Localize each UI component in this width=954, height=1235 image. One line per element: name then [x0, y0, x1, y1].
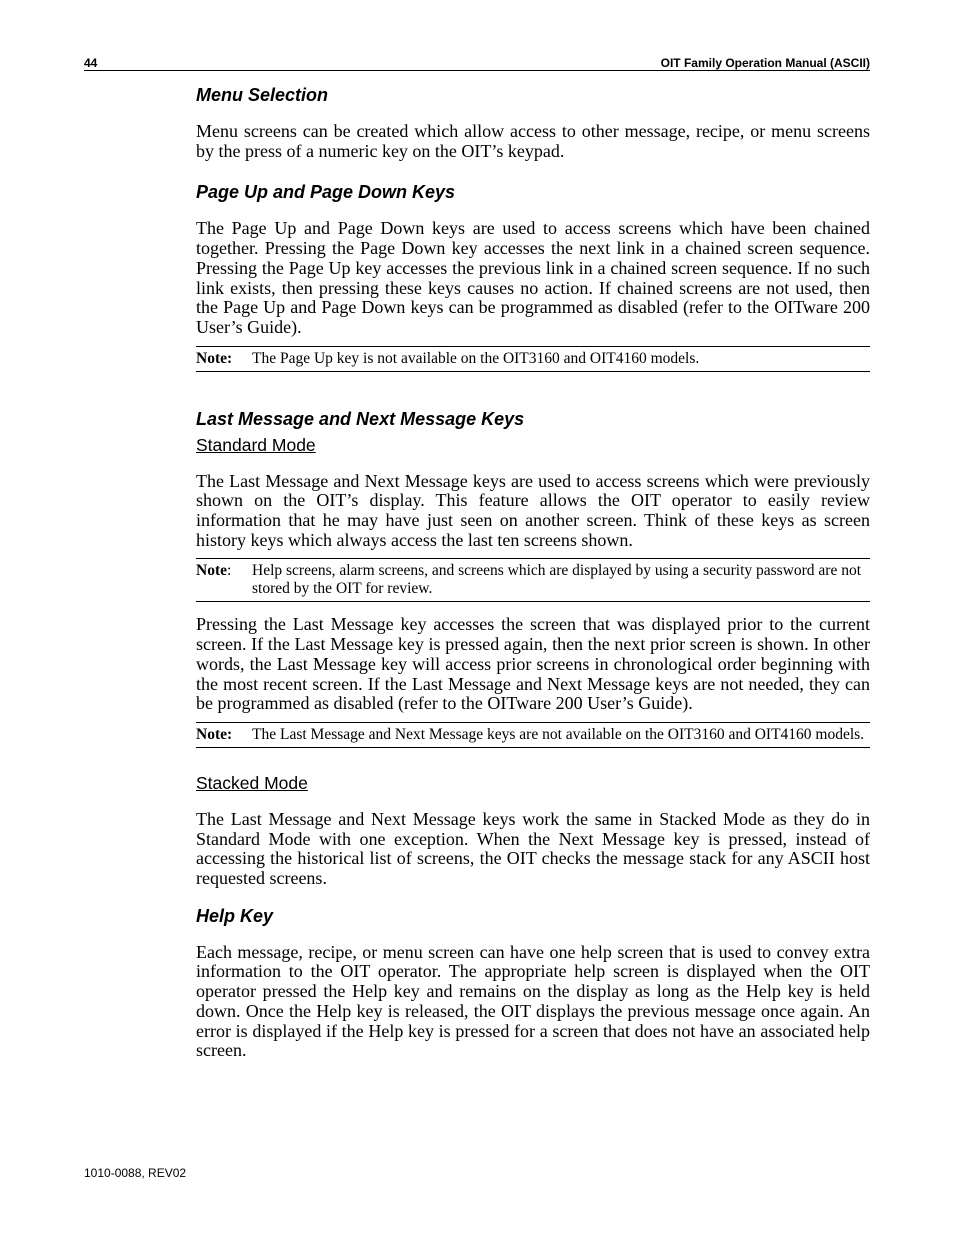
footer-doc-id: 1010-0088, REV02	[84, 1166, 187, 1180]
note-label: Note:	[196, 349, 233, 367]
header-rule	[84, 70, 870, 71]
paragraph-page-up-down: The Page Up and Page Down keys are used to access screens which have been chained together. Pressing the Page Down key accesses the next link in a chained screen sequence. Pressing the Page Up key accesses the previous link in a chained screen sequence. If no such link exists, then pressing these keys causes no action. If chained screens are not used, then the Page Up and Page Down keys can be programmed as disabled (refer to the OITware 200 User’s Guide).	[196, 218, 870, 337]
note-label-colon: :	[227, 562, 232, 580]
note-text: The Page Up key is not available on the OIT3160 and OIT4160 models.	[252, 349, 700, 367]
page-content	[196, 84, 870, 1061]
heading-page-up-down: Page Up and Page Down Keys	[196, 182, 456, 203]
paragraph-standard-mode: The Last Message and Next Message keys are used to access screens which were previously shown on the OIT’s display. This feature allows the OIT operator to easily review information that he may have just seen on another screen. Think of these keys as screen history keys which always access the last ten screens shown.	[196, 470, 870, 550]
subheading-standard-mode: Standard Mode	[196, 434, 316, 455]
paragraph-menu-selection: Menu screens can be created which allow access to other message, recipe, or menu screens by the press of a numeric key on the OIT’s keypad.	[196, 121, 870, 161]
note-label: Note:	[196, 725, 233, 743]
subheading-stacked-mode: Stacked Mode	[196, 772, 308, 793]
page-number: 44	[84, 56, 98, 70]
note-label-word: Note	[196, 562, 227, 580]
heading-menu-selection: Menu Selection	[196, 85, 329, 105]
note-help-screens	[196, 558, 870, 602]
manual-title: OIT Family Operation Manual (ASCII)	[660, 56, 870, 70]
paragraph-stacked-mode: The Last Message and Next Message keys work the same in Stacked Mode as they do in Standard Mode with one exception. When the Next Message key is pressed, instead of accessing the historical list of screens, the OIT checks the message stack for any ASCII host requested screens.	[196, 808, 870, 889]
paragraph-help-key: Each message, recipe, or menu screen can have one help screen that is used to convey extra information to the OIT operator. The appropriate help screen is displayed when the OIT operator pressed the Help key and remains on the display as long as the Help key is held down. Once the Help key is released, the OIT displays the previous message once again. An error is displayed if the Help key is pressed for a screen that does not have an associated help screen.	[196, 941, 870, 1061]
note-last-next-availability	[196, 722, 870, 748]
heading-help-key: Help Key	[196, 905, 274, 926]
heading-last-next-message: Last Message and Next Message Keys	[196, 408, 525, 429]
note-label	[196, 562, 252, 598]
note-text: The Last Message and Next Message keys are not available on the OIT3160 and OIT4160 models.	[252, 725, 865, 743]
note-page-up	[196, 346, 870, 372]
note-text: Help screens, alarm screens, and screens which are displayed by using a security password are not stored by the OIT for review.	[252, 562, 862, 598]
paragraph-last-message: Pressing the Last Message key accesses the screen that was displayed prior to the current screen. If the Last Message key is pressed again, then the next prior screen is shown. In other words, the Last Message key will access prior screens in chronological order beginning with the most recent screen. If the Last Message and Next Message keys are not needed, they can be programmed as disabled (refer to the OITware 200 User’s Guide).	[196, 614, 870, 714]
